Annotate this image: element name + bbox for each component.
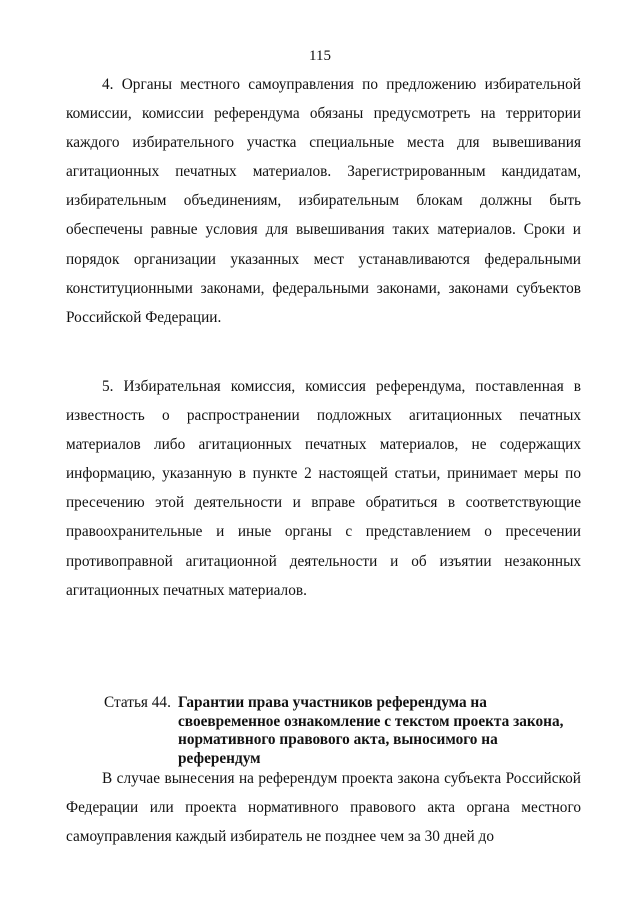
article-44-title: Гарантии права участников референдума на своевременное ознакомление с текстом проекта закона, нормативного правового акта, выносимого на референдум xyxy=(178,694,564,767)
page-number: 115 xyxy=(309,48,331,64)
paragraph-5-block xyxy=(66,372,581,605)
article-44-paragraph-1: В случае вынесения на референдум проекта закона субъекта Российской Федерации или проекта нормативного правового акта органа местного самоуправления каждый избиратель не позднее чем за 30 дней до xyxy=(66,770,581,846)
paragraph-4: 4. Органы местного самоуправления по предложению избирательной комиссии, комиссии референдума обязаны предусмотреть на территории каждого избирательного участка специальные места для вывешивания агитационных печатных материалов. Зарегистрированным кандидатам, избирательным объединениям, избирательным блокам должны быть обеспечены равные условия для вывешивания таких материалов. Сроки и порядок организации указанных мест устанавливаются федеральными конституционными законами, федеральными законами, законами субъектов Российской Федерации. xyxy=(66,76,581,326)
paragraph-4-block xyxy=(66,70,581,332)
article-44-body xyxy=(66,764,581,851)
article-44-label: Статья 44. xyxy=(104,694,171,711)
paragraph-5: 5. Избирательная комиссия, комиссия референдума, поставленная в известность о распространении подложных агитационных печатных материалов либо агитационных печатных материалов, не содержащих информацию, указанную в пункте 2 настоящей статьи, принимает меры по пресечению этой деятельности и вправе обратиться в соответствующие правоохранительные и иные органы с представлением о пресечении противоправной агитационной деятельности и об изъятии незаконных агитационных печатных материалов. xyxy=(66,378,581,599)
article-44-heading xyxy=(104,694,584,768)
